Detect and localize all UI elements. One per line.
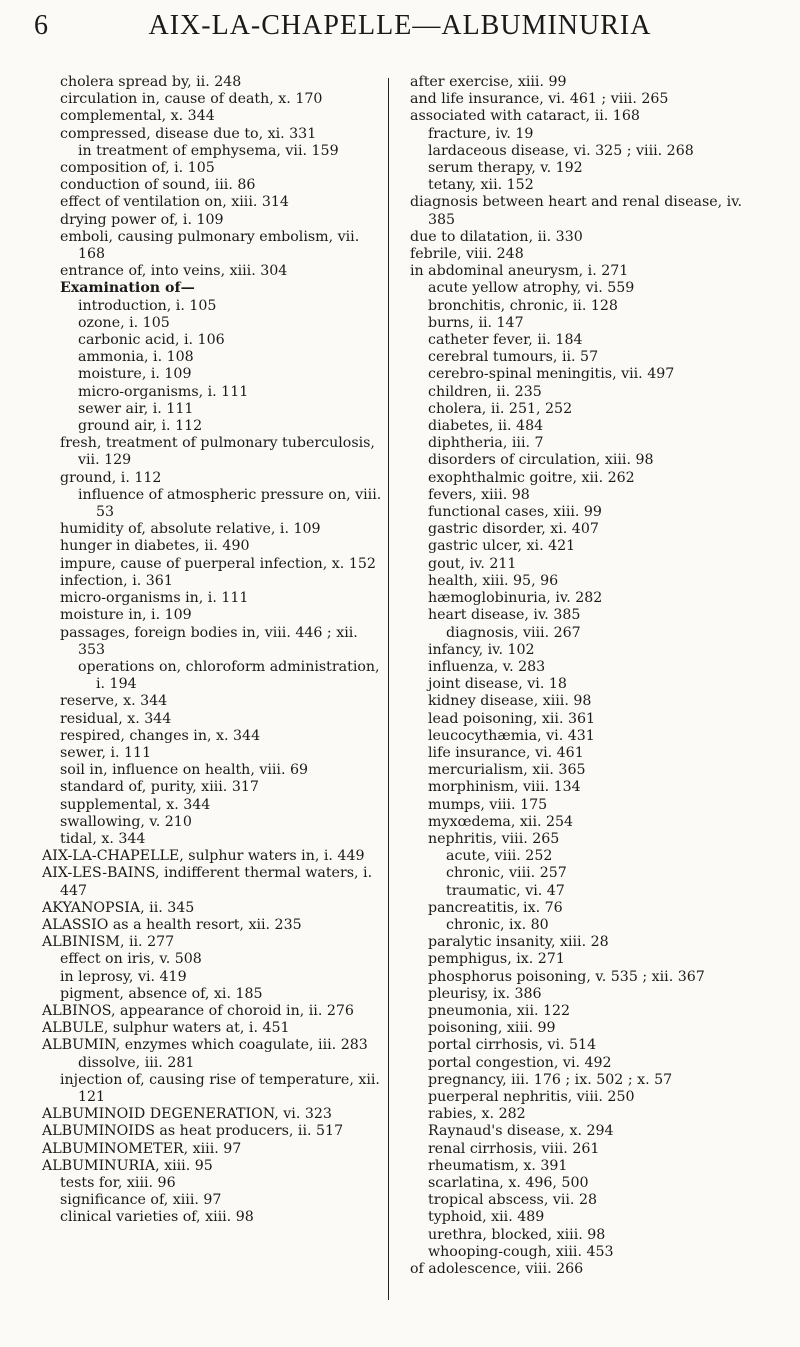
index-entry: soil in, influence on health, viii. 69 [60,762,309,779]
index-entry: scarlatina, x. 496, 500 [428,1175,589,1191]
index-entry: functional cases, xiii. 99 [428,504,602,521]
index-entry: nephritis, viii. 265 [428,830,560,847]
index-entry: respired, changes in, x. 344 [60,727,261,744]
index-column-right [410,74,762,1278]
index-entry: pancreatitis, ix. 76 [428,899,563,916]
index-entry: infancy, iv. 102 [428,641,535,658]
index-entry: due to dilatation, ii. 330 [410,228,583,245]
index-entry: tetany, xii. 152 [428,177,534,194]
index-entry: acute, viii. 252 [446,848,553,865]
index-entry: morphinism, viii. 134 [428,779,581,796]
index-entry: heart disease, iv. 385 [428,607,581,624]
index-entry: rheumatism, x. 391 [428,1157,568,1174]
index-entry: tests for, xiii. 96 [60,1175,176,1191]
index-entry: supplemental, x. 344 [60,796,211,813]
index-entry: diagnosis between heart and renal disease, iv. 385 [410,194,743,228]
index-entry: influenza, v. 283 [428,658,546,675]
index-entry: passages, foreign bodies in, viii. 446 ; xii. 353 [60,624,358,658]
index-entry: joint disease, vi. 18 [428,676,567,693]
index-entry: ALBUMINOIDS as heat producers, ii. 517 [42,1123,344,1140]
index-entry: cerebro-spinal meningitis, vii. 497 [428,366,675,383]
index-entry: ALBINOS, appearance of choroid in, ii. 276 [42,1002,354,1019]
index-entry: disorders of circulation, xiii. 98 [428,452,654,469]
index-entry: in treatment of emphysema, vii. 159 [78,142,339,159]
index-entry: of adolescence, viii. 266 [410,1261,584,1278]
index-entry: sewer air, i. 111 [78,400,194,417]
index-entry: compressed, disease due to, xi. 331 [60,125,317,142]
index-entry: ammonia, i. 108 [78,349,194,366]
index-entry: portal congestion, vi. 492 [428,1054,612,1071]
index-entry: catheter fever, ii. 184 [428,332,583,349]
index-entry: portal cirrhosis, vi. 514 [428,1037,597,1054]
index-entry: fevers, xiii. 98 [428,486,530,503]
index-entry: injection of, causing rise of temperature, xii. 121 [60,1071,380,1105]
index-entry: cerebral tumours, ii. 57 [428,349,599,366]
index-entry: humidity of, absolute relative, i. 109 [60,521,321,538]
index-entry: AKYANOPSIA, ii. 345 [42,899,195,916]
index-entry: leucocythæmia, vi. 431 [428,727,595,744]
index-entry: cholera, ii. 251, 252 [428,400,573,417]
index-entry: swallowing, v. 210 [60,813,192,830]
index-entry: hæmoglobinuria, iv. 282 [428,590,603,607]
index-entry: carbonic acid, i. 106 [78,332,225,349]
index-entry: diphtheria, iii. 7 [428,435,544,452]
column-divider [388,78,389,1300]
index-entry: diabetes, ii. 484 [428,418,544,435]
index-entry: Raynaud's disease, x. 294 [428,1123,614,1140]
index-entry: paralytic insanity, xiii. 28 [428,934,609,951]
index-entry: Examination of— [60,280,195,297]
index-entry: impure, cause of puerperal infection, x. 152 [60,555,376,572]
index-entry: febrile, viii. 248 [410,246,524,263]
index-entry: standard of, purity, xiii. 317 [60,779,259,796]
index-entry: fracture, iv. 19 [428,125,534,142]
index-entry: diagnosis, viii. 267 [446,624,581,641]
index-entry: chronic, viii. 257 [446,865,567,882]
index-entry: acute yellow atrophy, vi. 559 [428,280,635,297]
index-entry: renal cirrhosis, viii. 261 [428,1140,600,1157]
index-entry: in abdominal aneurysm, i. 271 [410,263,629,280]
index-entry: mumps, viii. 175 [428,796,548,813]
index-entry: ozone, i. 105 [78,314,170,331]
index-entry: AIX-LES-BAINS, indifferent thermal waters, i. 447 [42,865,373,899]
index-entry: sewer, i. 111 [60,744,152,761]
index-entry: lead poisoning, xii. 361 [428,710,596,727]
index-entry: pigment, absence of, xi. 185 [60,985,263,1002]
index-entry: emboli, causing pulmonary embolism, vii. 168 [60,228,360,263]
index-entry: lardaceous disease, vi. 325 ; viii. 268 [428,142,694,159]
index-entry: after exercise, xiii. 99 [410,74,567,90]
index-entry: serum therapy, v. 192 [428,160,583,177]
running-head: AIX-LA-CHAPELLE—ALBUMINURIA [148,10,652,41]
index-entry: pregnancy, iii. 176 ; ix. 502 ; x. 57 [428,1071,673,1088]
index-entry: cholera spread by, ii. 248 [60,74,242,90]
index-entry: burns, ii. 147 [428,314,524,331]
index-entry: exophthalmic goitre, xii. 262 [428,469,635,486]
index-entry: associated with cataract, ii. 168 [410,108,640,125]
index-entry: ALBUMINOMETER, xiii. 97 [42,1140,242,1157]
index-entry: micro-organisms in, i. 111 [60,590,249,607]
index-entry: and life insurance, vi. 461 ; viii. 265 [410,91,669,108]
index-entry: infection, i. 361 [60,572,173,589]
index-entry: gastric disorder, xi. 407 [428,521,599,538]
index-entry: pneumonia, xii. 122 [428,1002,571,1019]
index-entry: in leprosy, vi. 419 [60,968,187,985]
index-entry: pemphigus, ix. 271 [428,951,565,968]
index-entry: children, ii. 235 [428,383,542,400]
index-entry: gastric ulcer, xi. 421 [428,538,576,555]
index-entry: whooping-cough, xiii. 453 [428,1243,614,1260]
index-entry: effect of ventilation on, xiii. 314 [60,194,289,211]
index-entry: life insurance, vi. 461 [428,744,584,761]
index-entry: effect on iris, v. 508 [60,951,202,968]
index-entry: ALBUMINOID DEGENERATION, vi. 323 [42,1106,332,1123]
index-entry: tidal, x. 344 [60,830,146,847]
index-entry: significance of, xiii. 97 [60,1192,222,1209]
index-entry: reserve, x. 344 [60,693,168,710]
index-entry: AIX-LA-CHAPELLE, sulphur waters in, i. 449 [42,848,365,865]
index-entry: ALASSIO as a health resort, xii. 235 [42,916,302,933]
index-entry: moisture, i. 109 [78,366,192,383]
index-entry: operations on, chloroform administration, i. 194 [78,658,380,693]
index-entry: fresh, treatment of pulmonary tuberculosis, vii. 129 [60,435,375,469]
index-entry: introduction, i. 105 [78,297,217,314]
index-entry: drying power of, i. 109 [60,211,224,228]
index-entry: dissolve, iii. 281 [78,1054,195,1071]
index-entry: entrance of, into veins, xiii. 304 [60,263,288,280]
index-entry: gout, iv. 211 [428,555,517,572]
index-entry: mercurialism, xii. 365 [428,762,586,779]
index-entry: tropical abscess, vii. 28 [428,1192,598,1209]
index-entry: kidney disease, xiii. 98 [428,693,592,710]
index-entry: rabies, x. 282 [428,1106,526,1123]
index-entry: ALBULE, sulphur waters at, i. 451 [42,1020,290,1037]
index-entry: clinical varieties of, xiii. 98 [60,1209,254,1226]
page-header [0,8,800,48]
index-entry: puerperal nephritis, viii. 250 [428,1088,635,1105]
index-entry: bronchitis, chronic, ii. 128 [428,297,618,314]
index-entry: ALBUMIN, enzymes which coagulate, iii. 283 [42,1037,368,1054]
index-entry: traumatic, vi. 47 [446,882,565,899]
index-entry: ground, i. 112 [60,469,162,486]
index-entry: ALBUMINURIA, xiii. 95 [42,1157,213,1174]
index-entry: myxœdema, xii. 254 [428,813,574,830]
index-entry: ground air, i. 112 [78,418,203,435]
index-entry: hunger in diabetes, ii. 490 [60,538,250,555]
index-entry: residual, x. 344 [60,710,172,727]
index-entry: circulation in, cause of death, x. 170 [60,91,323,108]
index-entry: influence of atmospheric pressure on, viii. 53 [78,486,382,521]
index-column-left [42,74,382,1227]
page-number: 6 [34,10,48,41]
index-entry: ALBINISM, ii. 277 [42,934,175,951]
index-entry: poisoning, xiii. 99 [428,1020,556,1037]
index-entry: moisture in, i. 109 [60,607,192,624]
index-entry: conduction of sound, iii. 86 [60,177,256,194]
index-entry: pleurisy, ix. 386 [428,985,542,1002]
index-entry: composition of, i. 105 [60,160,215,177]
index-entry: chronic, ix. 80 [446,916,549,933]
index-entry: typhoid, xii. 489 [428,1209,545,1226]
index-entry: urethra, blocked, xiii. 98 [428,1226,606,1243]
index-entry: health, xiii. 95, 96 [428,572,559,589]
index-entry: phosphorus poisoning, v. 535 ; xii. 367 [428,968,705,985]
index-entry: micro-organisms, i. 111 [78,383,249,400]
index-entry: complemental, x. 344 [60,108,215,125]
